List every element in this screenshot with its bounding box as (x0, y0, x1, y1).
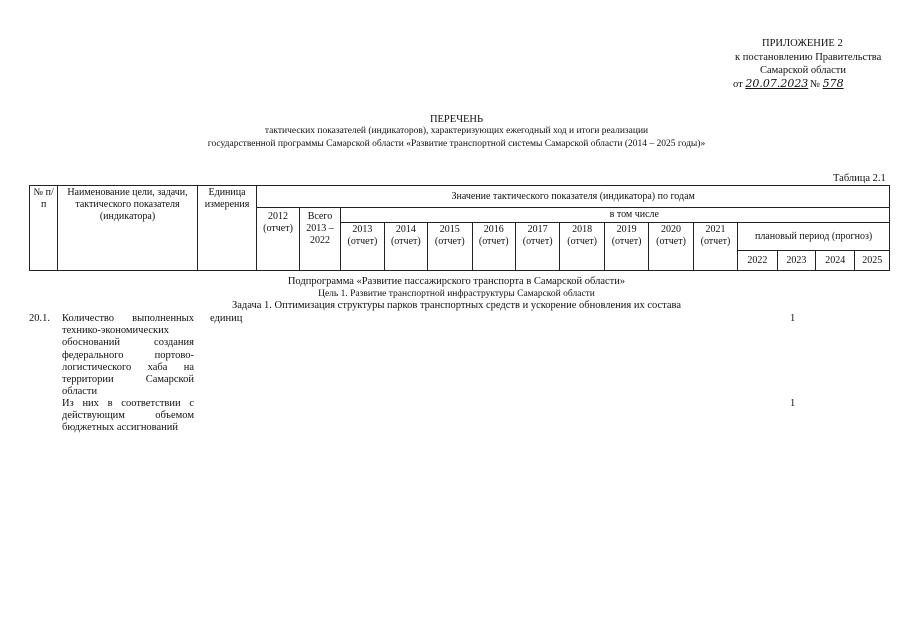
appendix-line-2: Самарской области (760, 65, 846, 76)
plan-period-header: плановый период (прогноз) (738, 223, 890, 251)
appendix-date-line (733, 77, 871, 90)
appendix-title: ПРИЛОЖЕНИЕ 2 (762, 38, 843, 49)
document-title: ПЕРЕЧЕНЬ (429, 114, 484, 125)
col-2013: 2013 (отчет) (341, 223, 384, 271)
row-indicator-name: Количество выполненных технико-экономических обоснований создания федерального портово-логистического хаба на территории Самарской области (62, 313, 194, 398)
col-2014: 2014 (отчет) (384, 223, 427, 271)
number-prefix: № (809, 79, 820, 90)
col-2017: 2017 (отчет) (515, 223, 559, 271)
number-value: 578 (822, 77, 844, 90)
col-2018: 2018 (отчет) (560, 223, 604, 271)
col-values-header: Значение тактического показателя (индикатора) по годам (257, 186, 890, 208)
col-2020: 2020 (отчет) (649, 223, 693, 271)
indicator-table-header (29, 185, 890, 271)
table-label: Таблица 2.1 (833, 173, 886, 184)
appendix-line-1: к постановлению Правительства (735, 52, 882, 63)
document-subtitle-2: государственной программы Самарской области «Развитие транспортной системы Самарской области (2014 – 2025 годы)» (207, 139, 706, 149)
date-value: 20.07.2023 (745, 77, 809, 90)
col-2025: 2025 (855, 251, 890, 271)
row-sub-indicator-name: Из них в соответствии с действующим объемом бюджетных ассигнований (62, 398, 194, 434)
col-2016: 2016 (отчет) (472, 223, 515, 271)
document-subtitle-1: тактических показателей (индикаторов), характеризующих ежегодный ход и итоги реализации (264, 126, 649, 136)
col-2012 (257, 208, 299, 271)
report-label: (отчет) (263, 223, 293, 234)
col-unit-header: Единица измерения (197, 186, 257, 271)
col-number-header: № п/п (30, 186, 58, 271)
col-2015: 2015 (отчет) (428, 223, 472, 271)
subprogram-heading: Подпрограмма «Развитие пассажирского транспорта в Самарской области» (287, 276, 626, 287)
row-unit: единиц (210, 313, 243, 324)
col-2023: 2023 (777, 251, 815, 271)
col-2019: 2019 (отчет) (604, 223, 648, 271)
row-number: 20.1. (29, 313, 50, 324)
col-2022: 2022 (738, 251, 777, 271)
col-name-header: Наименование цели, задачи, тактического показателя (индикатора) (58, 186, 197, 271)
col-total: Всего 2013 – 2022 (299, 208, 340, 271)
date-prefix: от (733, 79, 743, 90)
row-sub-value-2022: 1 (790, 398, 796, 409)
year-2012: 2012 (268, 211, 289, 222)
col-2024: 2024 (816, 251, 855, 271)
row-value-2022: 1 (790, 313, 796, 324)
col-2021: 2021 (отчет) (693, 223, 737, 271)
including-header: в том числе (341, 208, 890, 223)
task-heading: Задача 1. Оптимизация структуры парков транспортных средств и ускорение обновления их состава (231, 300, 682, 311)
goal-heading: Цель 1. Развитие транспортной инфраструктуры Самарской области (318, 289, 595, 299)
